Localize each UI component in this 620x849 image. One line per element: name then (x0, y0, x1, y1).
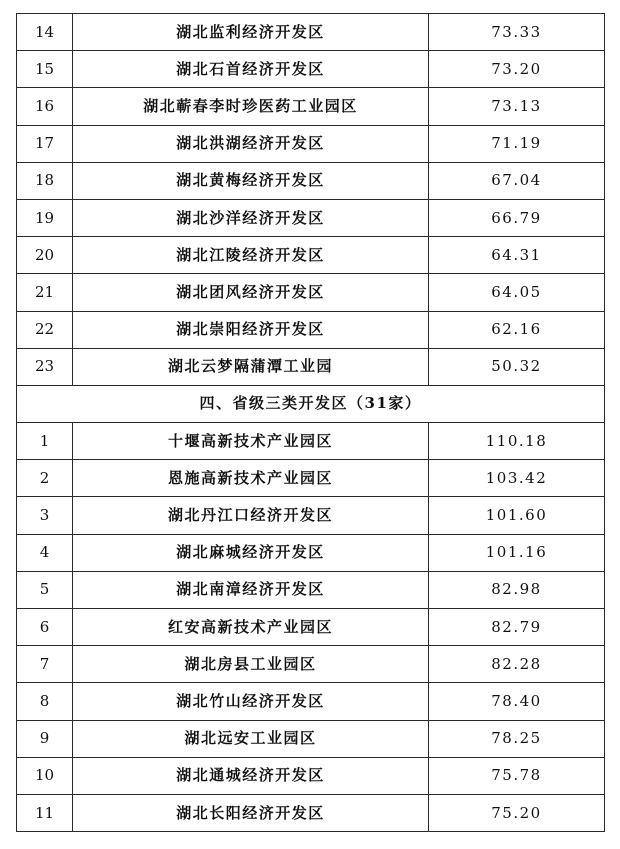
rank-number: 7 (17, 646, 73, 683)
table-row (17, 125, 605, 162)
zone-name: 湖北丹江口经济开发区 (73, 497, 429, 534)
zone-score: 62.16 (429, 311, 605, 348)
rank-number: 17 (17, 125, 73, 162)
section-heading: 四、省级三类开发区（31家） (17, 385, 605, 422)
table-row (17, 534, 605, 571)
rank-number: 11 (17, 794, 73, 831)
zone-name: 湖北云梦隔蒲潭工业园 (73, 348, 429, 385)
zone-score: 66.79 (429, 199, 605, 236)
rank-number: 23 (17, 348, 73, 385)
table-row (17, 757, 605, 794)
zone-score: 50.32 (429, 348, 605, 385)
rank-number: 16 (17, 88, 73, 125)
rank-number: 2 (17, 460, 73, 497)
zone-score: 78.25 (429, 720, 605, 757)
zone-score: 101.16 (429, 534, 605, 571)
zone-name: 湖北江陵经济开发区 (73, 237, 429, 274)
table-row (17, 571, 605, 608)
zone-name: 恩施高新技术产业园区 (73, 460, 429, 497)
table-row (17, 51, 605, 88)
table-row (17, 348, 605, 385)
table-row (17, 88, 605, 125)
zone-name: 十堰高新技术产业园区 (73, 423, 429, 460)
table-row (17, 646, 605, 683)
rank-number: 6 (17, 609, 73, 646)
rank-number: 8 (17, 683, 73, 720)
zone-name: 湖北石首经济开发区 (73, 51, 429, 88)
zone-name: 湖北远安工业园区 (73, 720, 429, 757)
table-row (17, 720, 605, 757)
rank-number: 5 (17, 571, 73, 608)
rank-number: 21 (17, 274, 73, 311)
zone-score: 82.79 (429, 609, 605, 646)
ranking-table (16, 13, 605, 832)
zone-score: 64.31 (429, 237, 605, 274)
rank-number: 20 (17, 237, 73, 274)
table-row (17, 14, 605, 51)
rank-number: 4 (17, 534, 73, 571)
rank-number: 1 (17, 423, 73, 460)
zone-score: 73.20 (429, 51, 605, 88)
zone-name: 湖北通城经济开发区 (73, 757, 429, 794)
zone-score: 101.60 (429, 497, 605, 534)
zone-name: 湖北房县工业园区 (73, 646, 429, 683)
rank-number: 19 (17, 199, 73, 236)
zone-score: 82.98 (429, 571, 605, 608)
rank-number: 22 (17, 311, 73, 348)
zone-score: 67.04 (429, 162, 605, 199)
zone-score: 82.28 (429, 646, 605, 683)
table-row (17, 609, 605, 646)
rank-number: 18 (17, 162, 73, 199)
rank-number: 14 (17, 14, 73, 51)
rank-number: 9 (17, 720, 73, 757)
zone-name: 湖北长阳经济开发区 (73, 794, 429, 831)
zone-score: 64.05 (429, 274, 605, 311)
zone-name: 湖北蕲春李时珍医药工业园区 (73, 88, 429, 125)
zone-score: 73.33 (429, 14, 605, 51)
zone-name: 湖北洪湖经济开发区 (73, 125, 429, 162)
table-row (17, 237, 605, 274)
table-row (17, 274, 605, 311)
zone-name: 湖北南漳经济开发区 (73, 571, 429, 608)
table-row (17, 162, 605, 199)
table-row (17, 423, 605, 460)
table-row (17, 199, 605, 236)
zone-name: 湖北团风经济开发区 (73, 274, 429, 311)
zone-name: 湖北麻城经济开发区 (73, 534, 429, 571)
zone-score: 75.78 (429, 757, 605, 794)
table-row (17, 311, 605, 348)
table-row (17, 460, 605, 497)
zone-score: 78.40 (429, 683, 605, 720)
rank-number: 10 (17, 757, 73, 794)
zone-name: 红安高新技术产业园区 (73, 609, 429, 646)
section-heading-row (17, 385, 605, 422)
table-row (17, 794, 605, 831)
rank-number: 3 (17, 497, 73, 534)
table-row (17, 497, 605, 534)
zone-score: 75.20 (429, 794, 605, 831)
table-row (17, 683, 605, 720)
zone-name: 湖北监利经济开发区 (73, 14, 429, 51)
zone-score: 71.19 (429, 125, 605, 162)
zone-name: 湖北崇阳经济开发区 (73, 311, 429, 348)
zone-name: 湖北黄梅经济开发区 (73, 162, 429, 199)
zone-name: 湖北竹山经济开发区 (73, 683, 429, 720)
zone-score: 103.42 (429, 460, 605, 497)
zone-score: 73.13 (429, 88, 605, 125)
zone-score: 110.18 (429, 423, 605, 460)
rank-number: 15 (17, 51, 73, 88)
zone-name: 湖北沙洋经济开发区 (73, 199, 429, 236)
